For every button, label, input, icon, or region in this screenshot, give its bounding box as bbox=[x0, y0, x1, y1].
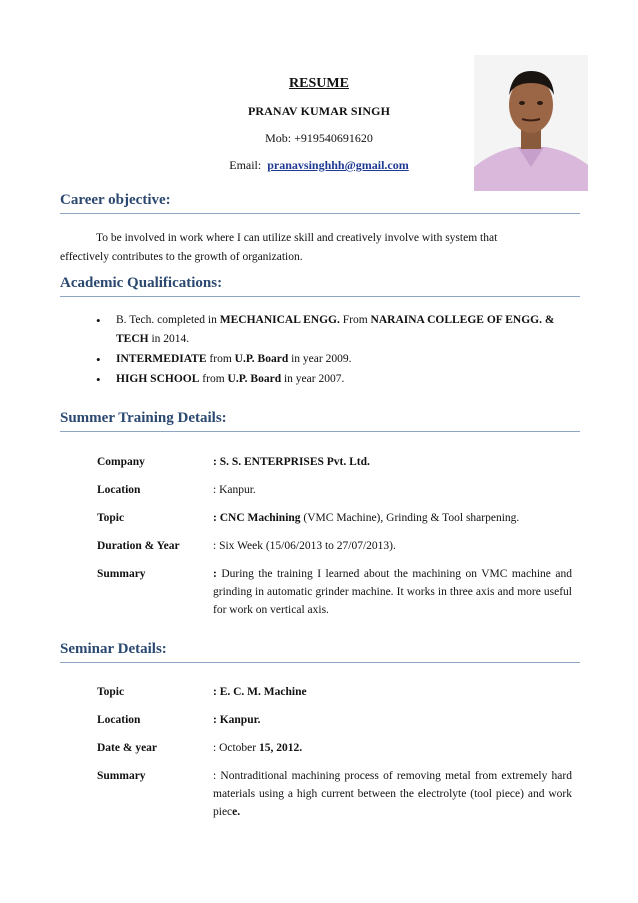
profile-photo bbox=[474, 55, 588, 191]
list-item bbox=[96, 311, 566, 349]
summary-text: During the training I learned about the machining on VMC machine and grinding in automatic grinder machine. It works in three axis and more useful for work on vertical axis. bbox=[213, 568, 572, 616]
email-link[interactable]: pranavsinghhh@gmail.com bbox=[267, 158, 409, 172]
row-label: Topic bbox=[97, 686, 125, 698]
training-topic-row bbox=[97, 509, 572, 527]
seminar-summary-row bbox=[97, 767, 572, 821]
row-label: Duration & Year bbox=[97, 540, 180, 552]
item-bold: U.P. Board bbox=[234, 353, 289, 365]
row-value bbox=[213, 711, 572, 729]
seminar-heading: Seminar Details: bbox=[60, 641, 580, 663]
row-value bbox=[213, 683, 572, 701]
company-value: : S. S. ENTERPRISES Pvt. Ltd. bbox=[213, 456, 370, 468]
academic-heading: Academic Qualifications: bbox=[60, 275, 580, 297]
training-duration-row bbox=[97, 537, 572, 555]
seminar-location-row bbox=[97, 711, 572, 729]
seminar-topic-value: : E. C. M. Machine bbox=[213, 686, 307, 698]
row-label: Location bbox=[97, 484, 141, 496]
seminar-date-a: : October bbox=[213, 742, 259, 754]
row-label: Topic bbox=[97, 512, 125, 524]
row-label: Location bbox=[97, 714, 141, 726]
topic-bold: CNC Machining bbox=[219, 512, 301, 524]
training-company-row bbox=[97, 453, 572, 471]
row-label: Summary bbox=[97, 770, 146, 782]
item-bold: INTERMEDIATE bbox=[116, 353, 207, 365]
topic-prefix: : bbox=[213, 512, 220, 524]
row-label: Company bbox=[97, 456, 145, 468]
row-value bbox=[213, 767, 572, 821]
profile-photo-image bbox=[474, 55, 588, 191]
row-value: : Kanpur. bbox=[213, 484, 256, 496]
item-text: from bbox=[199, 373, 228, 385]
training-location-row bbox=[97, 481, 572, 499]
academic-list bbox=[96, 311, 566, 390]
resume-title: RESUME bbox=[289, 76, 349, 91]
row-value bbox=[213, 509, 572, 527]
item-bold: U.P. Board bbox=[227, 373, 282, 385]
item-text: in year 2007. bbox=[281, 373, 345, 385]
mobile-label: Mob: bbox=[265, 131, 292, 145]
seminar-date-row bbox=[97, 739, 572, 757]
email-label: Email: bbox=[229, 158, 262, 172]
row-value bbox=[213, 739, 572, 757]
list-item bbox=[96, 370, 566, 389]
topic-rest: (VMC Machine), Grinding & Tool sharpening. bbox=[300, 512, 520, 524]
seminar-summary-text: : Nontraditional machining process of removing metal from extremely hard materials using a high current between the electrolyte (tool piece) and work piec bbox=[213, 770, 572, 818]
item-text: from bbox=[206, 353, 235, 365]
seminar-location-value: : Kanpur. bbox=[213, 714, 261, 726]
item-text: B. Tech. completed in bbox=[116, 314, 220, 326]
training-summary-row bbox=[97, 565, 572, 619]
candidate-name: PRANAV KUMAR SINGH bbox=[247, 104, 391, 118]
training-details bbox=[97, 453, 572, 619]
seminar-topic-row bbox=[97, 683, 572, 701]
row-value: : Six Week (15/06/2013 to 27/07/2013). bbox=[213, 540, 396, 552]
summary-prefix: : bbox=[213, 568, 222, 580]
seminar-date-b: 15, 2012. bbox=[258, 742, 303, 754]
item-bold: HIGH SCHOOL bbox=[116, 373, 200, 385]
item-bold: NARAINA COLLEGE OF ENGG. & TECH bbox=[116, 314, 555, 345]
item-text: From bbox=[339, 314, 371, 326]
list-item bbox=[96, 350, 566, 369]
seminar-details bbox=[97, 683, 572, 821]
mobile-value: +919540691620 bbox=[294, 131, 373, 145]
seminar-summary-tail: e. bbox=[232, 806, 241, 818]
item-bold: MECHANICAL ENGG. bbox=[219, 314, 340, 326]
row-value bbox=[213, 565, 572, 619]
row-label: Summary bbox=[97, 568, 146, 580]
career-objective-heading: Career objective: bbox=[60, 192, 580, 214]
item-text: in 2014. bbox=[148, 333, 190, 345]
training-heading: Summer Training Details: bbox=[60, 410, 580, 432]
row-value bbox=[213, 453, 572, 471]
item-text: in year 2009. bbox=[288, 353, 352, 365]
career-objective-text: To be involved in work where I can utilize skill and creatively involve with system that effectively contributes to the growth of organization. bbox=[60, 232, 498, 263]
row-label: Date & year bbox=[97, 742, 158, 754]
